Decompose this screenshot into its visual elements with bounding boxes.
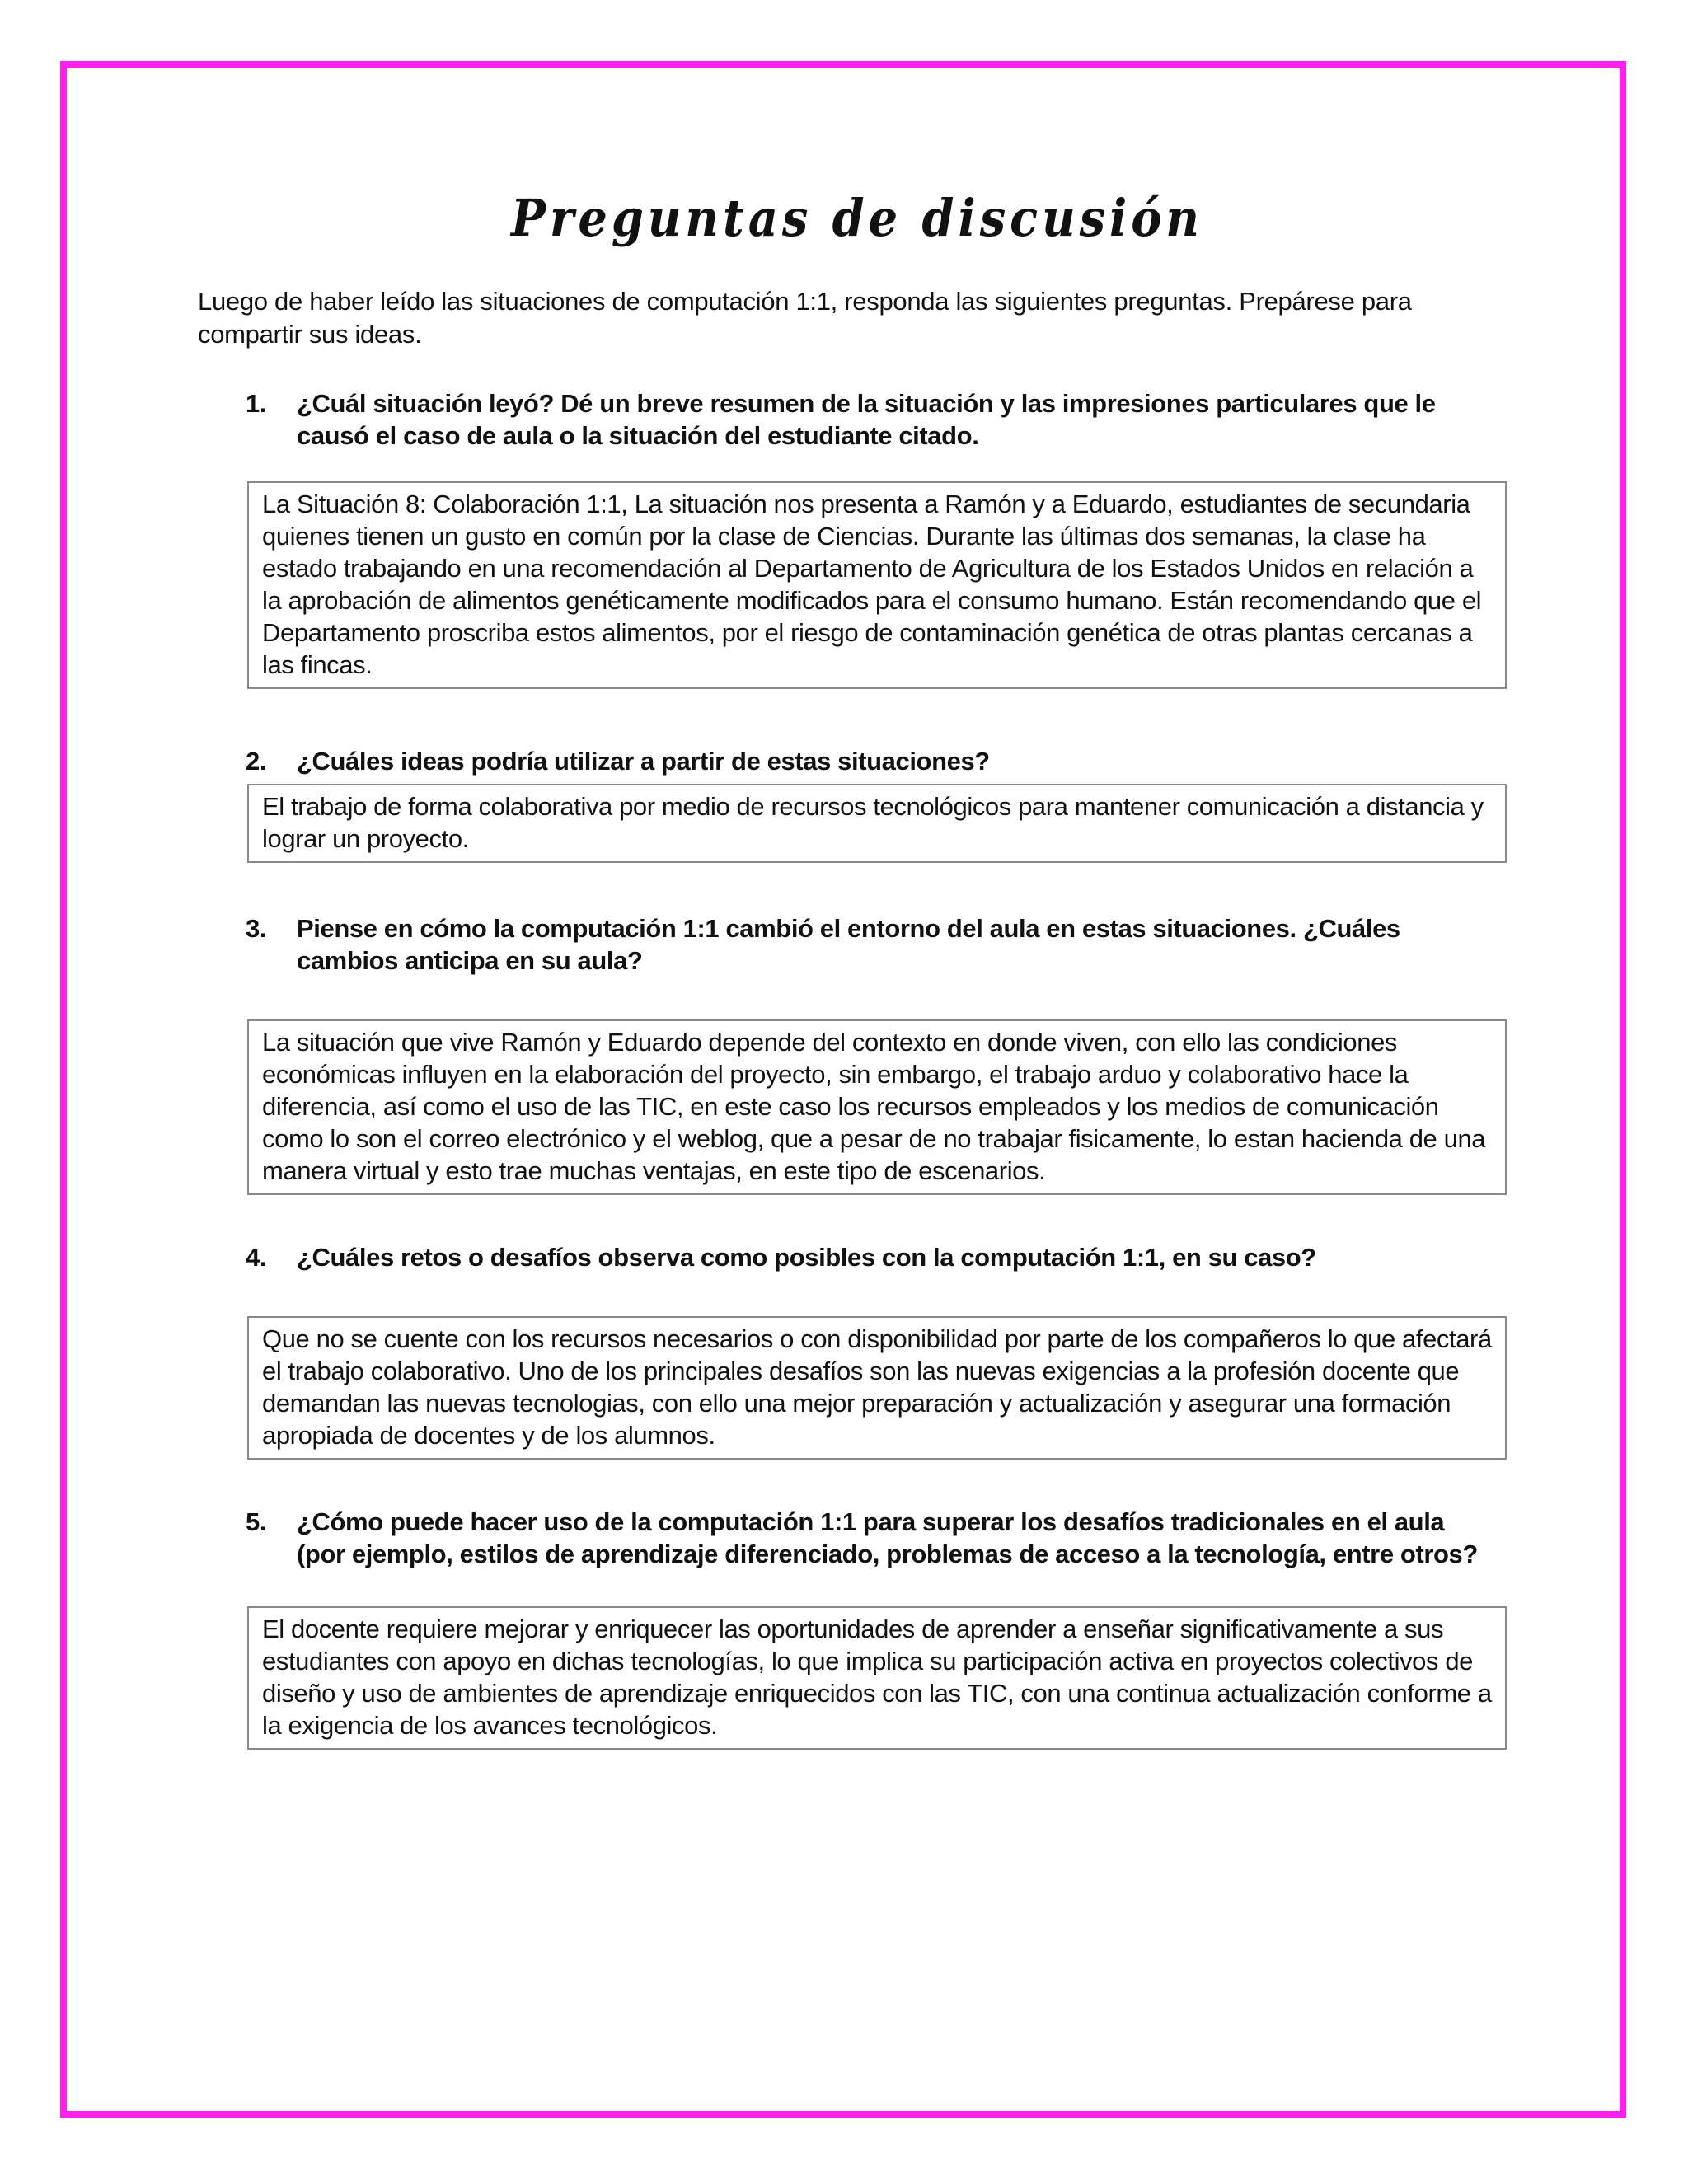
question-number: 1. <box>246 389 267 419</box>
question-text: Piense en cómo la computación 1:1 cambió el entorno del aula en estas situaciones. ¿Cuáles cambios anticipa en su aula? <box>297 914 1400 976</box>
question-1 <box>246 387 1517 452</box>
question-2 <box>246 745 1517 777</box>
answer-box-1[interactable]: La Situación 8: Colaboración 1:1, La situación nos presenta a Ramón y a Eduardo, estudiantes de secundaria quienes tienen un gusto en común por la clase de Ciencias. Durante las últimas dos semanas, la clase ha estado trabajando en una recomendación al Departamento de Agricultura de los Estados Unidos en relación a la aprobación de alimentos genéticamente modificados para el consumo humano. Están recomendando que el Departamento proscriba estos alimentos, por el riesgo de contaminación genética de otras plantas cercanas a las fincas. <box>247 481 1507 689</box>
question-number: 3. <box>246 914 267 944</box>
page-title: Preguntas de discusión <box>510 188 1203 248</box>
question-number: 5. <box>246 1507 267 1537</box>
answer-box-3[interactable]: La situación que vive Ramón y Eduardo depende del contexto en donde viven, con ello las condiciones económicas influyen en la elaboración del proyecto, sin embargo, el trabajo arduo y colaborativo hace la diferencia, así como el uso de las TIC, en este caso los recursos empleados y los medios de comunicación como lo son el correo electrónico y el weblog, que a pesar de no trabajar fisicamente, lo estan hacienda de una manera virtual y esto trae muchas ventajas, en este tipo de escenarios. <box>247 1019 1507 1195</box>
question-number: 4. <box>246 1243 267 1272</box>
question-text: ¿Cuáles ideas podría utilizar a partir de estas situaciones? <box>297 747 990 776</box>
answer-box-4[interactable]: Que no se cuente con los recursos necesarios o con disponibilidad por parte de los compañeros lo que afectará el trabajo colaborativo. Uno de los principales desafíos son las nuevas exigencias a la profesión docente que demandan las nuevas tecnologias, con ello una mejor preparación y actualización y asegurar una formación apropiada de docentes y de los alumnos. <box>247 1316 1507 1460</box>
question-text: ¿Cómo puede hacer uso de la computación 1:1 para superar los desafíos tradicionales en el aula (por ejemplo, estilos de aprendizaje diferenciado, problemas de acceso a la tecnología, entre otros? <box>297 1507 1478 1569</box>
question-3 <box>246 912 1517 977</box>
question-4 <box>246 1241 1517 1273</box>
answer-box-5[interactable]: El docente requiere mejorar y enriquecer las oportunidades de aprender a enseñar significativamente a sus estudiantes con apoyo en dichas tecnologías, lo que implica su participación activa en proyectos colectivos de diseño y uso de ambientes de aprendizaje enriquecidos con las TIC, con una continua actualización conforme a la exigencia de los avances tecnológicos. <box>247 1606 1507 1750</box>
document-content <box>198 188 1517 1750</box>
question-5 <box>246 1506 1517 1570</box>
intro-paragraph: Luego de haber leído las situaciones de computación 1:1, responda las siguientes preguntas. Prepárese para compartir sus ideas. <box>198 287 1412 349</box>
question-text: ¿Cuál situación leyó? Dé un breve resumen de la situación y las impresiones particulares que le causó el caso de aula o la situación del estudiante citado. <box>297 389 1436 451</box>
question-text: ¿Cuáles retos o desafíos observa como posibles con la computación 1:1, en su caso? <box>297 1243 1316 1272</box>
answer-box-2[interactable]: El trabajo de forma colaborativa por medio de recursos tecnológicos para mantener comunicación a distancia y lograr un proyecto. <box>247 784 1507 863</box>
question-number: 2. <box>246 747 267 776</box>
